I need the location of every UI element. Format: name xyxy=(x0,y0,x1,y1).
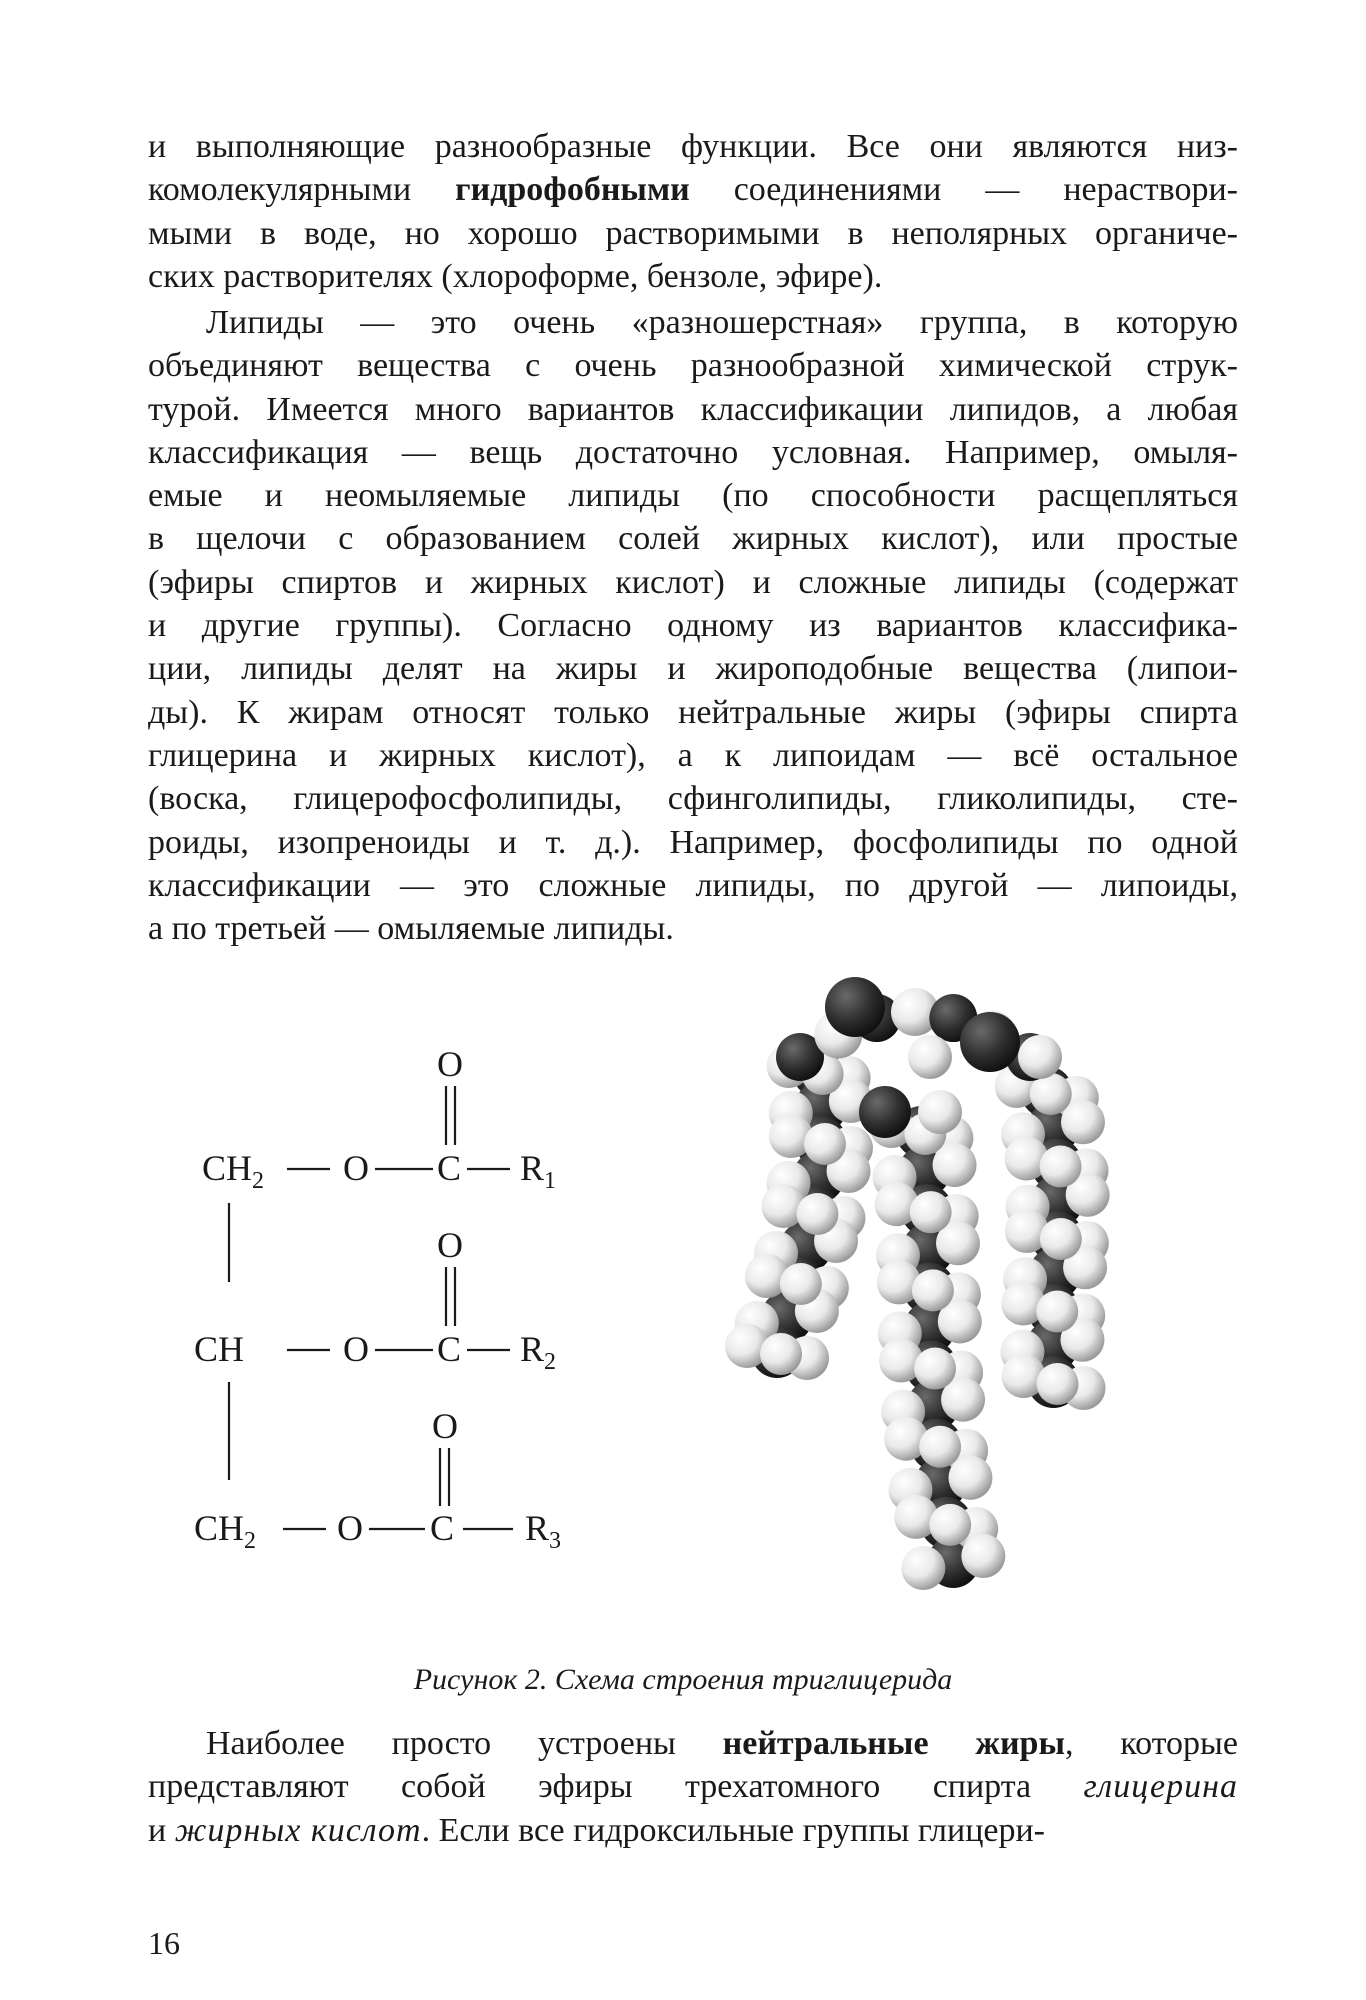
text-line: комолекулярными гидрофобными соединениями — нераствори- xyxy=(148,171,1238,209)
row2-top-oxygen: O xyxy=(437,1225,463,1265)
row1-oxygen: O xyxy=(343,1148,369,1188)
row1-top-oxygen: O xyxy=(437,1044,463,1084)
row3-r: $R_3$ xyxy=(525,1508,562,1554)
text-line: мыми в воде, но хорошо растворимыми в неполярных органиче- xyxy=(148,214,1238,252)
hydrogen-atom xyxy=(918,1090,962,1134)
text-line: глицерина и жирных кислот), а к липоидам — всё остальное xyxy=(148,736,1238,774)
row2-left: CH xyxy=(194,1329,245,1369)
text-line: емые и неомыляемые липиды (по способности расщепляться xyxy=(148,477,1238,515)
text-line: (воска, глицерофосфолипиды, сфинголипиды, гликолипиды, сте- xyxy=(148,780,1238,818)
text-line: Наиболее просто устроены нейтральные жиры, которые xyxy=(206,1725,1238,1762)
text-line: и жирных кислот. Если все гидроксильные группы глицери- xyxy=(148,1811,1045,1849)
paragraph-2 xyxy=(148,301,1238,950)
row3-top-oxygen: O xyxy=(432,1406,458,1446)
row3-left: $CH_2$ xyxy=(194,1508,257,1554)
text-line: ции, липиды делят на жиры и жироподобные вещества (липои- xyxy=(148,650,1238,688)
bonds xyxy=(229,1086,513,1529)
hydrogen-atom xyxy=(919,1426,961,1468)
hydrogen-atom xyxy=(948,1456,992,1500)
hydrogen-atom xyxy=(929,1504,971,1546)
italic-term: глицерина xyxy=(1083,1768,1238,1806)
hydrogen-atom xyxy=(760,1333,802,1375)
carbon-atom xyxy=(825,977,885,1037)
figure-caption: Рисунок 2. Схема строения триглицерида xyxy=(413,1663,953,1696)
hydrogen-atom xyxy=(1037,1363,1079,1405)
text-line: и другие группы). Согласно одному из вариантов классифика- xyxy=(148,607,1238,645)
hydrogen-atom xyxy=(912,1269,954,1311)
atom-group xyxy=(725,977,1110,1590)
row2-carbon: C xyxy=(437,1329,462,1369)
row1-carbon: C xyxy=(437,1148,462,1188)
carbon-atom xyxy=(859,1086,911,1138)
row1-r: $R_1$ xyxy=(520,1148,557,1194)
space-filling-model xyxy=(690,962,1330,1602)
page-number: 16 xyxy=(148,1925,180,1961)
text-line: Липиды — это очень «разношерстная» группа, в которую xyxy=(206,304,1238,341)
paragraph-3 xyxy=(148,1722,1238,1852)
carbon-atom xyxy=(960,1012,1020,1072)
text-line: и выполняющие разнообразные функции. Все они являются низ- xyxy=(148,128,1238,165)
hydrogen-atom xyxy=(908,1035,952,1079)
figure xyxy=(0,970,1366,1610)
text-line: классификация — вещь достаточно условная. Например, омыля- xyxy=(148,433,1238,471)
text-line: в щелочи с образованием солей жирных кислот), или простые xyxy=(148,520,1238,558)
hydrogen-atom xyxy=(910,1191,952,1233)
row3-carbon: C xyxy=(430,1508,455,1548)
bold-term: гидрофобными xyxy=(455,171,690,209)
hydrogen-atom xyxy=(914,1348,956,1390)
structural-formula xyxy=(0,970,620,1610)
row3-oxygen: O xyxy=(337,1508,363,1548)
text-line: роиды, изопреноиды и т. д.). Например, фосфолипиды по одной xyxy=(148,823,1238,861)
hydrogen-atom xyxy=(780,1263,822,1305)
hydrogen-atom xyxy=(961,1534,1005,1578)
text-line: представляют собой эфиры трехатомного спирта глицерина xyxy=(148,1768,1238,1806)
text-line: а по третьей — омыляемые липиды. xyxy=(148,910,674,948)
bold-term: нейтральные жиры xyxy=(722,1725,1066,1762)
text-line: классификации — это сложные липиды, по другой — липоиды, xyxy=(148,866,1238,904)
italic-term: жирных кислот xyxy=(174,1811,422,1849)
hydrogen-atom xyxy=(1040,1146,1082,1188)
hydrogen-atom xyxy=(1036,1291,1078,1333)
hydrogen-atom xyxy=(1018,1035,1062,1079)
text-line: ды). К жирам относят только нейтральные жиры (эфиры спирта xyxy=(148,693,1238,731)
row1-left: $CH_2$ xyxy=(202,1148,265,1194)
text-line: ских растворителях (хлороформе, бензоле, эфире). xyxy=(148,257,883,295)
text-line: (эфиры спиртов и жирных кислот) и сложные липиды (содержат xyxy=(148,563,1238,601)
hydrogen-atom xyxy=(796,1193,838,1235)
hydrogen-atom xyxy=(1040,1218,1082,1260)
row2-r: $R_2$ xyxy=(520,1329,557,1375)
text-line: турой. Имеется много вариантов классификации липидов, а любая xyxy=(148,390,1238,428)
hydrogen-atom xyxy=(1061,1100,1105,1144)
row2-oxygen: O xyxy=(343,1329,369,1369)
hydrogen-atom xyxy=(804,1123,846,1165)
text-line: объединяют вещества с очень разнообразной химической струк- xyxy=(148,347,1238,385)
paragraph-1 xyxy=(148,125,1238,298)
hydrogen-atom xyxy=(901,1546,945,1590)
